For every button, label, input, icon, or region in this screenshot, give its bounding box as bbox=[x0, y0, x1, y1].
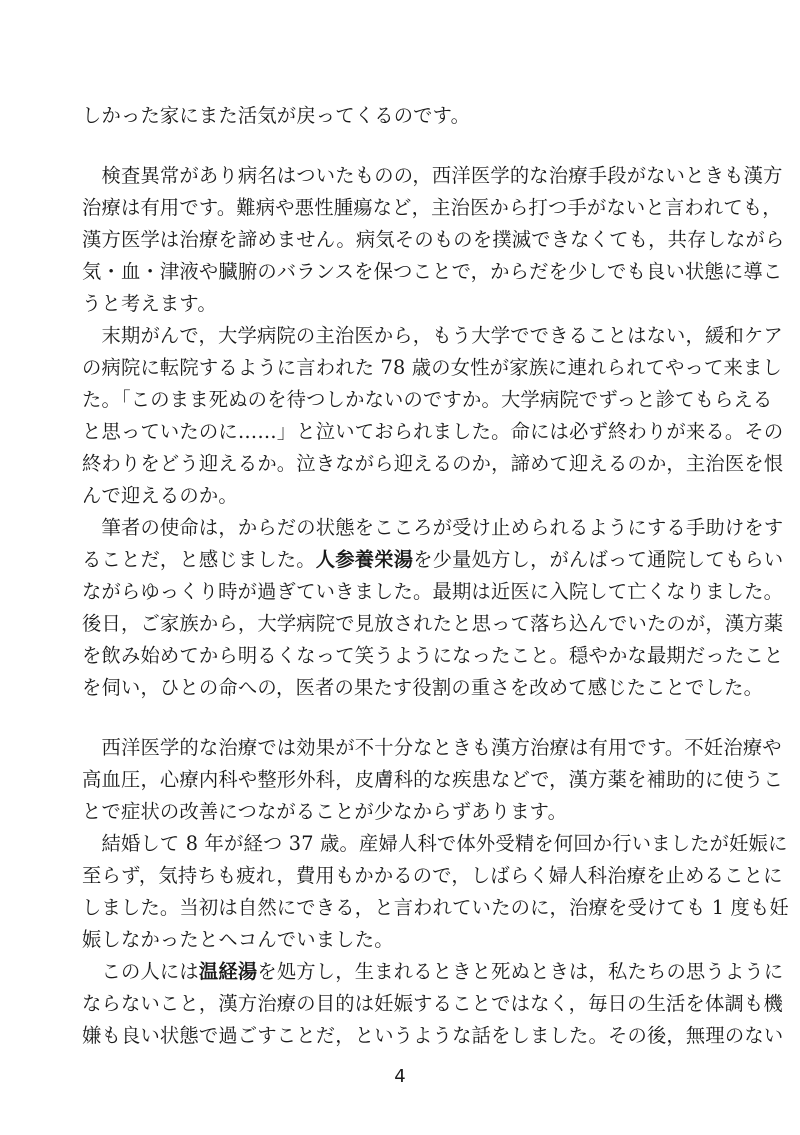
paragraph-line bbox=[82, 543, 784, 577]
text-segment: この人には bbox=[82, 960, 199, 983]
paragraph-line: 結婚して 8 年が経つ 37 歳。産婦人科で体外受精を何回か行いましたが妊娠に bbox=[82, 832, 788, 855]
paragraph-line: 治療は有用です。難病や悪性腫瘍など，主治医から打つ手がないと言われても， bbox=[82, 196, 782, 219]
paragraph-line: 漢方医学は治療を諦めません。病気そのものを撲滅できなくても，共存しながら bbox=[82, 228, 785, 251]
paragraph-line: 筆者の使命は，からだの状態をこころが受け止められるようにする手助けをす bbox=[82, 516, 784, 539]
paragraph-line: しかった家にまた活気が戻ってくるのです。 bbox=[82, 104, 471, 127]
paragraph-line: ながらゆっくり時が過ぎていきました。最期は近医に入院して亡くなりました。 bbox=[82, 580, 784, 603]
paragraph-line: を飲み始めてから明るくなって笑うようになったこと。穏やかな最期だったこと bbox=[82, 644, 784, 667]
text-segment: を処方し，生まれるときと死ぬときは，私たちの思うように bbox=[257, 960, 784, 983]
paragraph-line: 至らず，気持ちも疲れ，費用もかかるので，しばらく婦人科治療を止めることに bbox=[82, 864, 783, 887]
paragraph-line: うと考えます。 bbox=[82, 292, 217, 315]
paragraph-line: 気・血・津液や臓腑のバランスを保つことで，からだを少しでも良い状態に導こ bbox=[82, 260, 783, 283]
paragraph-line: 終わりをどう迎えるか。泣きながら迎えるのか，諦めて迎えるのか，主治医を恨 bbox=[82, 452, 784, 475]
paragraph-line bbox=[82, 955, 784, 989]
herbal-formula-ninjin-yoeito: 人参養栄湯 bbox=[315, 548, 414, 571]
paragraph-line: んで迎えるのか。 bbox=[82, 484, 238, 507]
herbal-formula-unkeito: 温経湯 bbox=[198, 960, 258, 983]
paragraph-line: 末期がんで，大学病院の主治医から，もう大学でできることはない，緩和ケア bbox=[82, 324, 783, 347]
paragraph-line: を伺い，ひとの命への，医者の果たす役割の重さを改めて感じたことでした。 bbox=[82, 676, 764, 699]
paragraph-line: 嫌も良い状態で過ごすことだ，というような話をしました。その後，無理のない bbox=[82, 1024, 784, 1047]
paragraph-line: た。「このまま死ぬのを待つしかないのですか。大学病院でずっと診てもらえる bbox=[82, 388, 773, 411]
paragraph-line: と思っていたのに……」と泣いておられました。命には必ず終わりが来る。その bbox=[82, 420, 784, 443]
paragraph-line: の病院に転院するように言われた 78 歳の女性が家族に連れられてやって来まし bbox=[82, 356, 782, 379]
page-number: 4 bbox=[394, 1066, 406, 1087]
paragraph-line: 後日，ご家族から，大学病院で見放されたと思って落ち込んでいたのが，漢方薬 bbox=[82, 612, 784, 635]
text-segment: を少量処方し，がんばって通院してもらい bbox=[413, 548, 784, 571]
paragraph-line: 西洋医学的な治療では効果が不十分なときも漢方治療は有用です。不妊治療や bbox=[82, 736, 782, 759]
paragraph-line: しました。当初は自然にできる，と言われていたのに，治療を受けても 1 度も妊 bbox=[82, 896, 789, 919]
text-segment: ることだ，と感じました。 bbox=[82, 548, 316, 571]
paragraph-line: 娠しなかったとヘコんでいました。 bbox=[82, 928, 394, 951]
paragraph-line: とで症状の改善につながることが少なからずあります。 bbox=[82, 800, 568, 823]
paragraph-line: 検査異常があり病名はついたものの，西洋医学的な治療手段がないときも漢方 bbox=[82, 164, 783, 187]
paragraph-line: ならないこと，漢方治療の目的は妊娠することではなく，毎日の生活を体調も機 bbox=[82, 992, 783, 1015]
paragraph-line: 高血圧，心療内科や整形外科，皮膚科的な疾患などで，漢方薬を補助的に使うこ bbox=[82, 768, 783, 791]
